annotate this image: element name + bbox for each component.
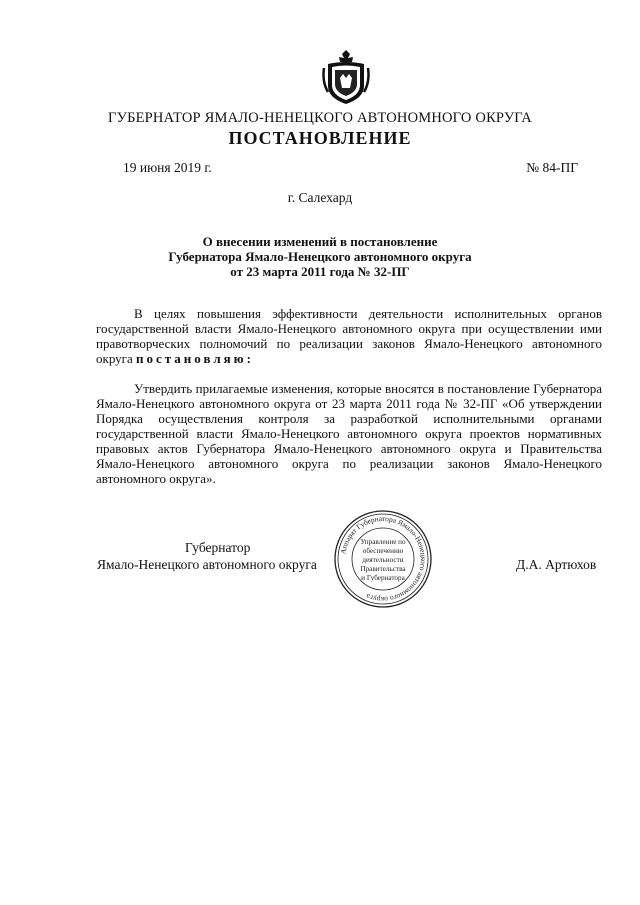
coat-of-arms-icon: [320, 48, 372, 106]
signatory-name: Д.А. Артюхов: [516, 557, 597, 572]
title-line-1: О внесении изменений в постановление: [202, 234, 438, 249]
stamp-inner-line-2: обеспечению: [362, 547, 404, 555]
document-type: ПОСТАНОВЛЕНИЕ: [228, 128, 412, 148]
signatory-position-line-1: Губернатор: [185, 540, 251, 555]
preamble-text: В целях повышения эффективности деятельности исполнительных органов государственной власти Ямало-Ненецкого автономного округа при осуществлении ими правотворческих полномочий по реализации законов Ямало-Ненецкого автономного округа: [96, 306, 602, 366]
stamp-ring-text: Аппарат Губернатора Ямало-Ненецкого автономного округа: [338, 513, 429, 605]
document-date: 19 июня 2019 г.: [123, 160, 212, 175]
resolution-keyword: постановляю:: [136, 351, 254, 366]
preamble-paragraph: [96, 306, 602, 366]
resolution-paragraph: Утвердить прилагаемые изменения, которые вносятся в постановление Губернатора Ямало-Ненецкого автономного округа от 23 марта 2011 года № 32-ПГ «Об утверждении Порядка осуществления контроля за разработкой исполнительными органами государственной власти Ямало-Ненецкого автономного округа проектов нормативных правовых актов Губернатора Ямало-Ненецкого автономного округа и Правительства Ямало-Ненецкого автономного округа по реализации законов Ямало-Ненецкого автономного округа».: [96, 381, 602, 486]
signatory-position-line-2: Ямало-Ненецкого автономного округа: [97, 557, 317, 572]
document-number: № 84-ПГ: [526, 160, 578, 175]
stamp-inner-line-5: и Губернатора: [361, 574, 405, 582]
stamp-inner-line-3: деятельности: [362, 556, 404, 564]
official-stamp: [332, 508, 434, 610]
title-line-2: Губернатора Ямало-Ненецкого автономного округа: [168, 249, 472, 264]
issuing-authority: ГУБЕРНАТОР ЯМАЛО-НЕНЕЦКОГО АВТОНОМНОГО ОКРУГА: [108, 110, 532, 126]
stamp-inner-line-1: Управление по: [360, 538, 406, 546]
title-line-3: от 23 марта 2011 года № 32-ПГ: [230, 264, 410, 279]
document-place: г. Салехард: [287, 190, 353, 205]
document-title: [100, 234, 540, 279]
stamp-inner-line-4: Правительства: [360, 565, 406, 573]
